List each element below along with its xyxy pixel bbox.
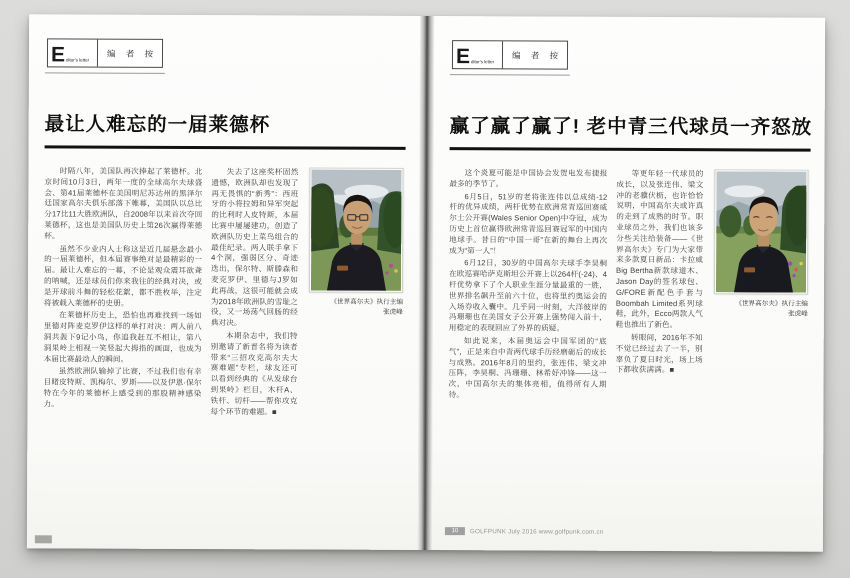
- big-e-letter: E: [455, 45, 471, 69]
- caption-name: 张虎峰: [383, 308, 403, 316]
- cn-char: 者: [125, 48, 135, 59]
- portrait-illustration: [716, 171, 807, 292]
- paragraph: 6月12日，30岁的中国高尔夫球手李昊桐在欧巡赛哈萨克斯坦公开赛上以264杆(-24)、4杆优势拿下了个人职业生涯分量最重的一胜，世界排名飙升至前六十位，也将里约奥运会的入场券收入囊中。几乎同一时刻，大洋彼岸的冯珊珊也在美国女子公开赛上强势闯入前十，用稳定的表现回应了外界的质疑。: [448, 258, 608, 333]
- paragraph: 虽然欧洲队输掉了比赛，不过我们也有幸目睹皮特斯、凯梅尔、罗斯——以及伊恩·保尔特在今年的莱德杯上感受到的那股精神感染力。: [43, 366, 202, 409]
- editors-letter-badge: [452, 40, 568, 70]
- left-body: [43, 166, 410, 522]
- editor-portrait-photo: [714, 169, 809, 294]
- paragraph: 如此说来，本届奥运会中国军团的“底气”，正是来自中青两代球手历经磨砺后的成长与成熟。2016年8月的里约，张连伟、梁文冲压阵，李昊桐、冯珊珊、林希妤冲锋——这一次，中国高尔夫的集体亮相，值得所有人期待。: [448, 336, 607, 400]
- right-body: [448, 168, 815, 524]
- editors-letter-badge: [47, 38, 163, 68]
- left-headline: 最让人难忘的一届莱德杯: [45, 108, 406, 150]
- left-page-number-box: [35, 535, 52, 543]
- caption-name: 张虎峰: [788, 310, 808, 318]
- paragraph: 6月5日，51岁的老将张连伟以总成绩-12杆的优异成绩，两杆优势在欧洲常青巡回赛威尔士公开赛(Wales Senior Open)中夺冠，成为历史上首位赢得欧洲常青巡回赛冠军的中国内地球手。昔日的“中国一哥”在新的舞台上再次成为“第一人”！: [449, 191, 608, 255]
- portrait-illustration: [311, 169, 402, 290]
- left-page: [27, 14, 420, 550]
- right-photo-column: [711, 169, 809, 523]
- editors-letter-sub: ditor's letter: [470, 59, 495, 65]
- page-number-badge: 10: [445, 527, 465, 535]
- cn-char: 按: [144, 48, 154, 59]
- right-headline: 赢了赢了赢了! 老中青三代球员一齐怒放: [450, 110, 811, 152]
- editors-note-cn: [503, 41, 567, 68]
- caption-title: 《世界高尔夫》执行主编: [330, 298, 403, 306]
- header-rule: [45, 72, 165, 74]
- editors-letter-badge-left: [48, 39, 98, 66]
- paragraph: 转眼间，2016年不知不觉已经过去了一半，别辜负了夏日时光，场上场下都收获满满。■: [615, 332, 703, 375]
- paragraph: 等更年轻一代球员的成长，以及张连伟、梁文冲的老骥伏枥，也许恰恰说明，中国高尔夫或许真的走到了成熟的时节。职业球员之外，我们也该多分些关注给装备——《世界高尔夫》专门为大家带来多款夏日新品：卡拉威Big Bertha新款球道木、Jason Day的签名球包、G/FORE新配色手套与Boombah Limited系列球鞋，此外，Ecco两款人气鞋也推出了新色。: [615, 168, 704, 330]
- editor-portrait-photo: [309, 167, 404, 292]
- cn-char: 按: [549, 50, 559, 61]
- paragraph: 失去了这座奖杯固然遗憾，欧洲队却也发现了再无畏惧的“新秀”：西班牙的小将拉姆和异军突起的比利时人皮特斯，本届比赛中屡屡建功，创造了欧洲队历史上菜鸟组合的最佳纪录。两人联手拿下4个洞，强弱区分、奇迹迭出，保尔特、斯滕森和麦克罗伊、里德与J罗如此再战，这很可能就会成为2018年欧洲队的雪耻之役，又一场荡气回肠的经典对决。: [210, 167, 299, 328]
- caption-title: 《世界高尔夫》执行主编: [735, 300, 808, 308]
- right-page: [432, 16, 825, 552]
- left-column-1: [43, 166, 203, 521]
- cn-char: 编: [511, 49, 521, 60]
- page-footer: [445, 527, 604, 536]
- paragraph: 虽然不少业内人士称这是近几届悬念最小的一届莱德杯，但本届赛事绝对是最精彩的一届。最让人难忘的一幕，不论是观众震耳欲聋的呐喊，还是球员们你来我往的经典对决，或是开球前斗舞的轻松花絮，都不胜枚举，注定将被载入莱德杯的史册。: [43, 243, 203, 308]
- cn-char: 者: [530, 49, 540, 60]
- editors-letter-sub: ditor's letter: [65, 57, 90, 63]
- left-photo-column: [306, 167, 404, 521]
- paragraph: 本期杂志中，我们特别邀请了新晋名将为读者带来“三招攻克高尔夫大赛难题”专栏，球友还可以看到经典的《从发球台到果岭》栏目，木杆A、铁杆、切杆——帮你攻克每个环节的难题。■: [210, 331, 298, 416]
- big-e-letter: E: [50, 43, 66, 67]
- left-column-2: [210, 167, 299, 521]
- paragraph: 时隔八年，美国队再次捧起了莱德杯。北京时间10月3日，两年一度的全球高尔夫球盛会、第41届莱德杯在美国明尼苏达州的黑泽尔廷国家高尔夫俱乐部落下帷幕，美国队以总比分17比11大胜欧洲队，自2008年以来首次夺回莱德杯，这也是美国队历史上第26次赢得莱德杯。: [44, 166, 203, 241]
- right-column-2: [615, 169, 704, 523]
- editors-note-cn: [98, 40, 162, 67]
- header-rule: [450, 74, 570, 76]
- paragraph: 这个炎夏可能是中国协会发贺电发布捷报最多的季节了。: [449, 168, 608, 189]
- magazine-spread: [27, 14, 825, 551]
- cn-char: 编: [106, 48, 116, 59]
- right-column-1: [448, 168, 608, 523]
- photo-caption: [712, 299, 808, 318]
- editors-letter-badge-left: [453, 41, 503, 68]
- footer-magazine-info: GOLFPUNK July 2016 www.golfpunk.com.cn: [469, 527, 604, 536]
- paragraph: 在莱德杯历史上，恐怕也再难找到一场如里德对阵麦克罗伊这样的单打对决：两人前八洞共轰下9记小鸟，你追我赶互不相让，第八洞果岭上相视一笑竖起大拇指的画面，也成为本届比赛最动人的瞬间。: [43, 310, 202, 364]
- photo-caption: [307, 297, 403, 316]
